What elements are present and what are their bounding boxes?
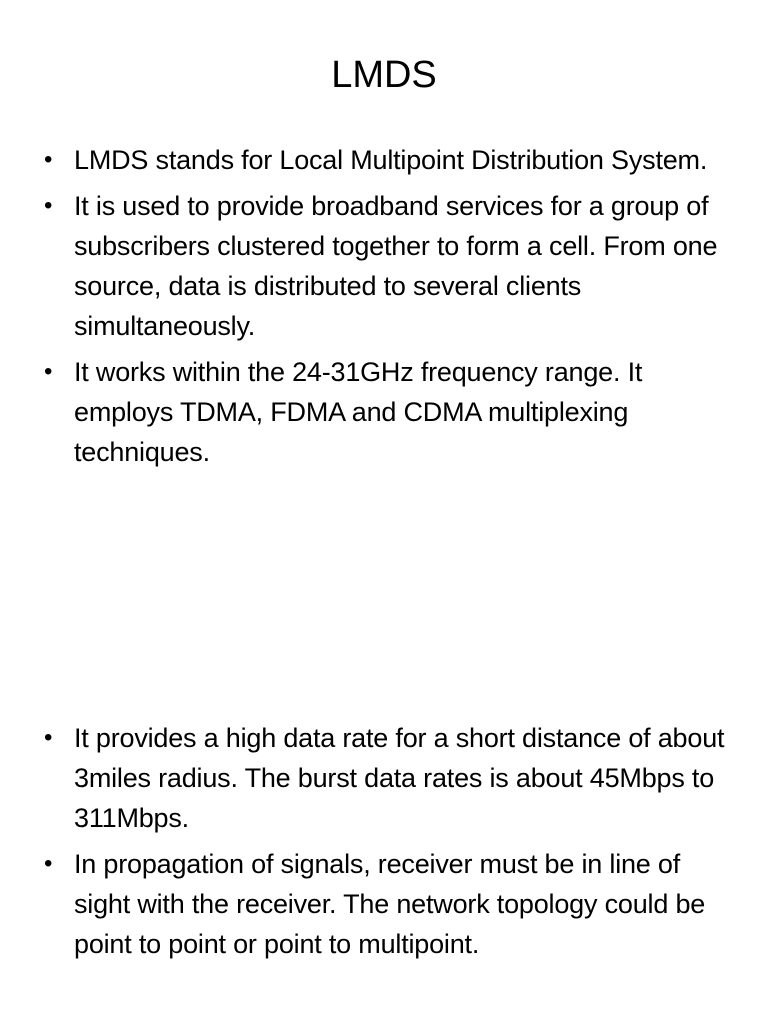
bullet-item <box>42 186 732 346</box>
bullet-list-bottom <box>42 718 732 970</box>
bullet-text: It works within the 24-31GHz frequency range. It employs TDMA, FDMA and CDMA multiplexing techniques. <box>74 357 643 467</box>
bullet-text: In propagation of signals, receiver must be in line of sight with the receiver. The network topology could be point to point or point to multipoint. <box>74 849 706 959</box>
bullet-text: LMDS stands for Local Multipoint Distribution System. <box>74 145 708 175</box>
bullet-icon: • <box>44 724 53 751</box>
bullet-icon: • <box>44 850 53 877</box>
bullet-item <box>42 844 732 964</box>
bullet-text: It provides a high data rate for a short distance of about 3miles radius. The burst data rates is about 45Mbps to 311Mbps. <box>74 723 725 833</box>
slide-title: LMDS <box>331 54 437 96</box>
bullet-text: It is used to provide broadband services for a group of subscribers clustered together to form a cell. From one source, data is distributed to several clients simultaneously. <box>74 191 718 341</box>
bullet-icon: • <box>44 192 53 219</box>
bullet-item <box>42 352 732 472</box>
bullet-list-top <box>42 140 732 478</box>
bullet-icon: • <box>44 146 53 173</box>
bullet-item <box>42 140 732 180</box>
bullet-item <box>42 718 732 838</box>
bullet-icon: • <box>44 358 53 385</box>
